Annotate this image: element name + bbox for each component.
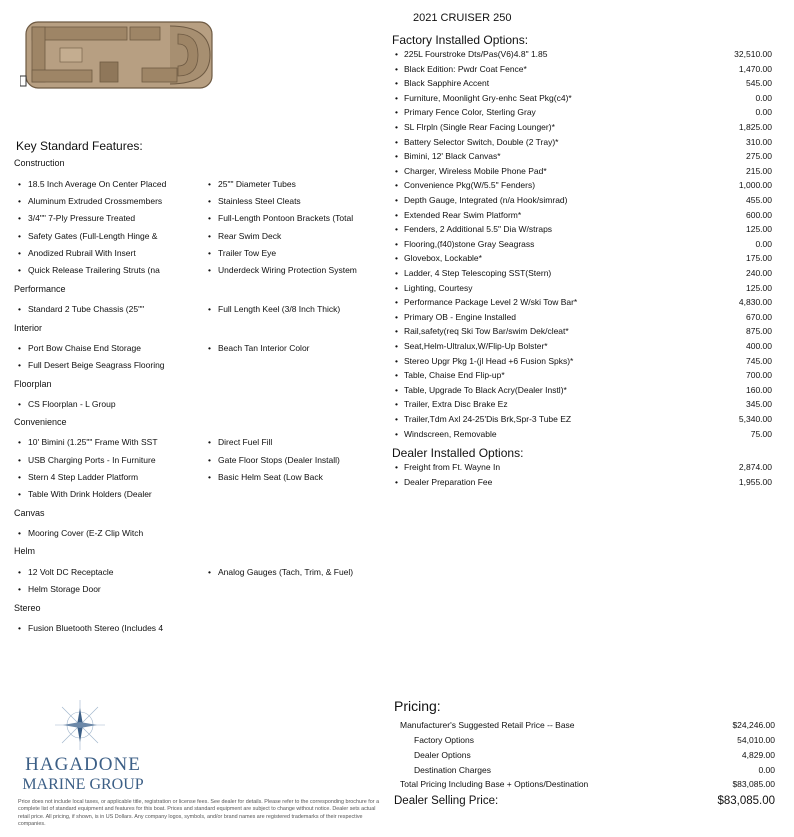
option-price: 670.00 bbox=[746, 311, 772, 322]
option-name: • Stereo Upgr Pkg 1-(jl Head +6 Fusion Spks)* bbox=[404, 356, 573, 366]
feature-item: • Rear Swim Deck bbox=[218, 231, 281, 241]
hagadone-logo bbox=[18, 698, 148, 793]
svg-text:HAGADONE: HAGADONE bbox=[25, 754, 141, 775]
option-name: • Primary OB - Engine Installed bbox=[404, 312, 516, 322]
factory-options-label: Factory Options bbox=[414, 735, 474, 745]
option-name: • Bimini, 12' Black Canvas* bbox=[404, 151, 501, 161]
option-name: • Ladder, 4 Step Telescoping SST(Stern) bbox=[404, 268, 551, 278]
feature-item: • Table With Drink Holders (Dealer bbox=[28, 489, 152, 499]
option-name: • Seat,Helm-Ultralux,W/Flip-Up Bolster* bbox=[404, 341, 548, 351]
option-row bbox=[392, 224, 772, 238]
option-row bbox=[392, 326, 772, 340]
option-price: 600.00 bbox=[746, 209, 772, 220]
option-price: 75.00 bbox=[750, 428, 772, 439]
option-price: 2,874.00 bbox=[738, 462, 772, 472]
option-row bbox=[392, 341, 772, 355]
option-price: 345.00 bbox=[746, 399, 772, 410]
option-name: • Windscreen, Removable bbox=[404, 429, 497, 439]
category-canvas: Canvas bbox=[14, 508, 45, 518]
destination-value: 0.00 bbox=[758, 765, 775, 775]
feature-item: • Helm Storage Door bbox=[28, 584, 101, 594]
feature-item: • Basic Helm Seat (Low Back bbox=[218, 472, 323, 482]
option-name: • 225L Fourstroke Dts/Pas(V6)4.8" 1.85 bbox=[404, 49, 548, 59]
option-price: 125.00 bbox=[746, 282, 772, 293]
option-row bbox=[392, 477, 772, 491]
option-price: 4,830.00 bbox=[738, 297, 772, 308]
option-name: • Battery Selector Switch, Double (2 Tray)* bbox=[404, 137, 558, 147]
dealer-selling-price-row bbox=[394, 795, 775, 807]
option-name: • Convenience Pkg(W/5.5" Fenders) bbox=[404, 180, 535, 190]
feature-item: • 18.5 Inch Average On Center Placed bbox=[28, 179, 166, 189]
feature-item: • Beach Tan Interior Color bbox=[218, 343, 310, 353]
key-features-title: Key Standard Features: bbox=[16, 139, 143, 153]
option-row bbox=[392, 356, 772, 370]
selling-price-value: $83,085.00 bbox=[717, 795, 775, 807]
option-price: 875.00 bbox=[746, 326, 772, 337]
option-row bbox=[392, 429, 772, 443]
option-price: 1,000.00 bbox=[738, 180, 772, 191]
option-row bbox=[392, 253, 772, 267]
dealer-options-label: Dealer Options bbox=[414, 750, 471, 760]
option-price: 700.00 bbox=[746, 370, 772, 381]
feature-item: • CS Floorplan - L Group bbox=[28, 399, 116, 409]
option-row bbox=[392, 370, 772, 384]
option-price: 1,955.00 bbox=[738, 477, 772, 487]
option-name: • Table, Chaise End Flip-up* bbox=[404, 370, 505, 380]
option-row bbox=[392, 122, 772, 136]
option-row bbox=[392, 151, 772, 165]
total-label: Total Pricing Including Base + Options/Destination bbox=[400, 779, 589, 789]
option-name: • Flooring,(f40)stone Gray Seagrass bbox=[404, 239, 534, 249]
feature-item: • Direct Fuel Fill bbox=[218, 437, 272, 447]
option-name: • Charger, Wireless Mobile Phone Pad* bbox=[404, 166, 547, 176]
option-row bbox=[392, 93, 772, 107]
option-name: • Rail,safety(req Ski Tow Bar/swim Dek/cleat* bbox=[404, 326, 569, 336]
option-name: • Extended Rear Swim Platform* bbox=[404, 210, 521, 220]
feature-item: • Aluminum Extruded Crossmembers bbox=[28, 196, 162, 206]
feature-item: • Quick Release Trailering Struts (na bbox=[28, 265, 160, 275]
feature-item: • Analog Gauges (Tach, Trim, & Fuel) bbox=[218, 567, 353, 577]
option-price: 175.00 bbox=[746, 253, 772, 264]
option-price: 240.00 bbox=[746, 268, 772, 278]
feature-item: • 12 Volt DC Receptacle bbox=[28, 567, 114, 577]
option-price: 125.00 bbox=[746, 224, 772, 235]
total-value: $83,085.00 bbox=[732, 779, 775, 789]
option-row bbox=[392, 49, 772, 63]
option-price: 745.00 bbox=[746, 355, 772, 366]
feature-item: • Stainless Steel Cleats bbox=[218, 196, 301, 206]
msrp-value: $24,246.00 bbox=[732, 720, 775, 730]
option-name: • Depth Gauge, Integrated (n/a Hook/simrad) bbox=[404, 195, 567, 205]
option-price: 455.00 bbox=[746, 195, 772, 205]
feature-item: • Mooring Cover (E-Z Clip Witch bbox=[28, 528, 143, 538]
category-helm: Helm bbox=[14, 546, 36, 556]
option-name: • Glovebox, Lockable* bbox=[404, 253, 482, 263]
option-row bbox=[392, 462, 772, 476]
disclaimer-text: Price does not include local taxes, or applicable title, registration or license fees. See dealer for details. Please refer to the corresponding brochure for a complete list of standard equipment and features for this boat. Prices and standard equipment are subject to change without notice. Dealer sets actual retail price. All pricing, if shown, is in US Dollars. Any company logos, symbols, and/or brand names are registered trademarks of their respective companies. bbox=[18, 799, 380, 827]
pricing-title: Pricing: bbox=[394, 698, 441, 714]
option-row bbox=[392, 180, 772, 194]
feature-item: • Underdeck Wiring Protection System bbox=[218, 265, 357, 275]
option-row bbox=[392, 399, 772, 413]
option-price: 1,470.00 bbox=[738, 63, 772, 74]
feature-item: • Safety Gates (Full-Length Hinge & bbox=[28, 231, 157, 241]
factory-options-title: Factory Installed Options: bbox=[392, 33, 529, 47]
feature-item: • 10' Bimini (1.25"" Frame With SST bbox=[28, 437, 158, 447]
feature-item: • USB Charging Ports - In Furniture bbox=[28, 455, 156, 465]
option-name: • Trailer, Extra Disc Brake Ez bbox=[404, 399, 508, 409]
feature-item: • Full Desert Beige Seagrass Flooring bbox=[28, 360, 165, 370]
option-price: 0.00 bbox=[755, 92, 772, 103]
option-name: • Performance Package Level 2 W/ski Tow Bar* bbox=[404, 297, 577, 307]
feature-item: • Standard 2 Tube Chassis (25"" bbox=[28, 304, 144, 314]
feature-item: • Fusion Bluetooth Stereo (Includes 4 bbox=[28, 623, 163, 633]
option-row bbox=[392, 239, 772, 253]
boat-floorplan-image bbox=[20, 20, 214, 90]
feature-item: • Gate Floor Stops (Dealer Install) bbox=[218, 455, 340, 465]
svg-text:MARINE GROUP: MARINE GROUP bbox=[22, 776, 144, 793]
option-row bbox=[392, 283, 772, 297]
option-name: • Primary Fence Color, Sterling Gray bbox=[404, 107, 536, 117]
option-name: • Table, Upgrade To Black Acry(Dealer Instl)* bbox=[404, 385, 567, 395]
option-row bbox=[392, 137, 772, 151]
feature-item: • Port Bow Chaise End Storage bbox=[28, 343, 141, 353]
option-price: 215.00 bbox=[746, 165, 772, 176]
option-price: 5,340.00 bbox=[738, 414, 772, 424]
feature-item: • Full-Length Pontoon Brackets (Total bbox=[218, 213, 353, 223]
option-row bbox=[392, 385, 772, 399]
feature-item: • Anodized Rubrail With Insert bbox=[28, 248, 136, 258]
model-title: 2021 CRUISER 250 bbox=[413, 12, 512, 24]
feature-item: • 25"" Diameter Tubes bbox=[218, 179, 296, 189]
option-name: • Freight from Ft. Wayne In bbox=[404, 462, 500, 472]
selling-price-label: Dealer Selling Price: bbox=[394, 795, 499, 807]
option-name: • Trailer,Tdm Axl 24-25'Dis Brk,Spr-3 Tube EZ bbox=[404, 414, 571, 424]
option-row bbox=[392, 268, 772, 282]
feature-item: • Stern 4 Step Ladder Platform bbox=[28, 472, 138, 482]
dealer-options-value: 4,829.00 bbox=[741, 750, 775, 760]
option-row bbox=[392, 210, 772, 224]
option-row bbox=[392, 78, 772, 92]
factory-options-value: 54,010.00 bbox=[737, 735, 775, 745]
category-stereo: Stereo bbox=[14, 603, 41, 613]
option-price: 160.00 bbox=[746, 384, 772, 395]
dealer-options-title: Dealer Installed Options: bbox=[392, 446, 524, 460]
option-row bbox=[392, 166, 772, 180]
option-name: • Fenders, 2 Additional 5.5" Dia W/straps bbox=[404, 224, 552, 234]
option-row bbox=[392, 107, 772, 121]
option-price: 1,825.00 bbox=[738, 122, 772, 132]
option-name: • Black Sapphire Accent bbox=[404, 78, 489, 88]
feature-item: • 3/4"" 7-Ply Pressure Treated bbox=[28, 213, 135, 223]
category-performance: Performance bbox=[14, 284, 66, 294]
option-row bbox=[392, 195, 772, 209]
option-price: 275.00 bbox=[746, 151, 772, 162]
option-row bbox=[392, 312, 772, 326]
option-name: • Black Edition: Pwdr Coat Fence* bbox=[404, 64, 527, 74]
option-row bbox=[392, 414, 772, 428]
feature-item: • Full Length Keel (3/8 Inch Thick) bbox=[218, 304, 340, 314]
category-floorplan: Floorplan bbox=[14, 379, 52, 389]
category-interior: Interior bbox=[14, 323, 43, 333]
option-row bbox=[392, 64, 772, 78]
feature-item: • Trailer Tow Eye bbox=[218, 248, 276, 258]
option-price: 310.00 bbox=[746, 136, 772, 147]
option-name: • Dealer Preparation Fee bbox=[404, 477, 492, 487]
msrp-label: Manufacturer's Suggested Retail Price -- Base bbox=[400, 720, 575, 730]
option-price: 0.00 bbox=[755, 238, 772, 249]
option-name: • Lighting, Courtesy bbox=[404, 283, 473, 293]
option-name: • Furniture, Moonlight Gry-enhc Seat Pkg(c4)* bbox=[404, 93, 572, 103]
option-price: 400.00 bbox=[746, 341, 772, 351]
destination-label: Destination Charges bbox=[414, 765, 492, 775]
category-convenience: Convenience bbox=[14, 417, 67, 427]
option-price: 0.00 bbox=[755, 107, 772, 118]
option-price: 32,510.00 bbox=[734, 49, 772, 59]
category-construction: Construction bbox=[14, 158, 65, 168]
option-row bbox=[392, 297, 772, 311]
option-price: 545.00 bbox=[746, 78, 772, 89]
option-name: • SL Flrpln (Single Rear Facing Lounger)* bbox=[404, 122, 555, 132]
